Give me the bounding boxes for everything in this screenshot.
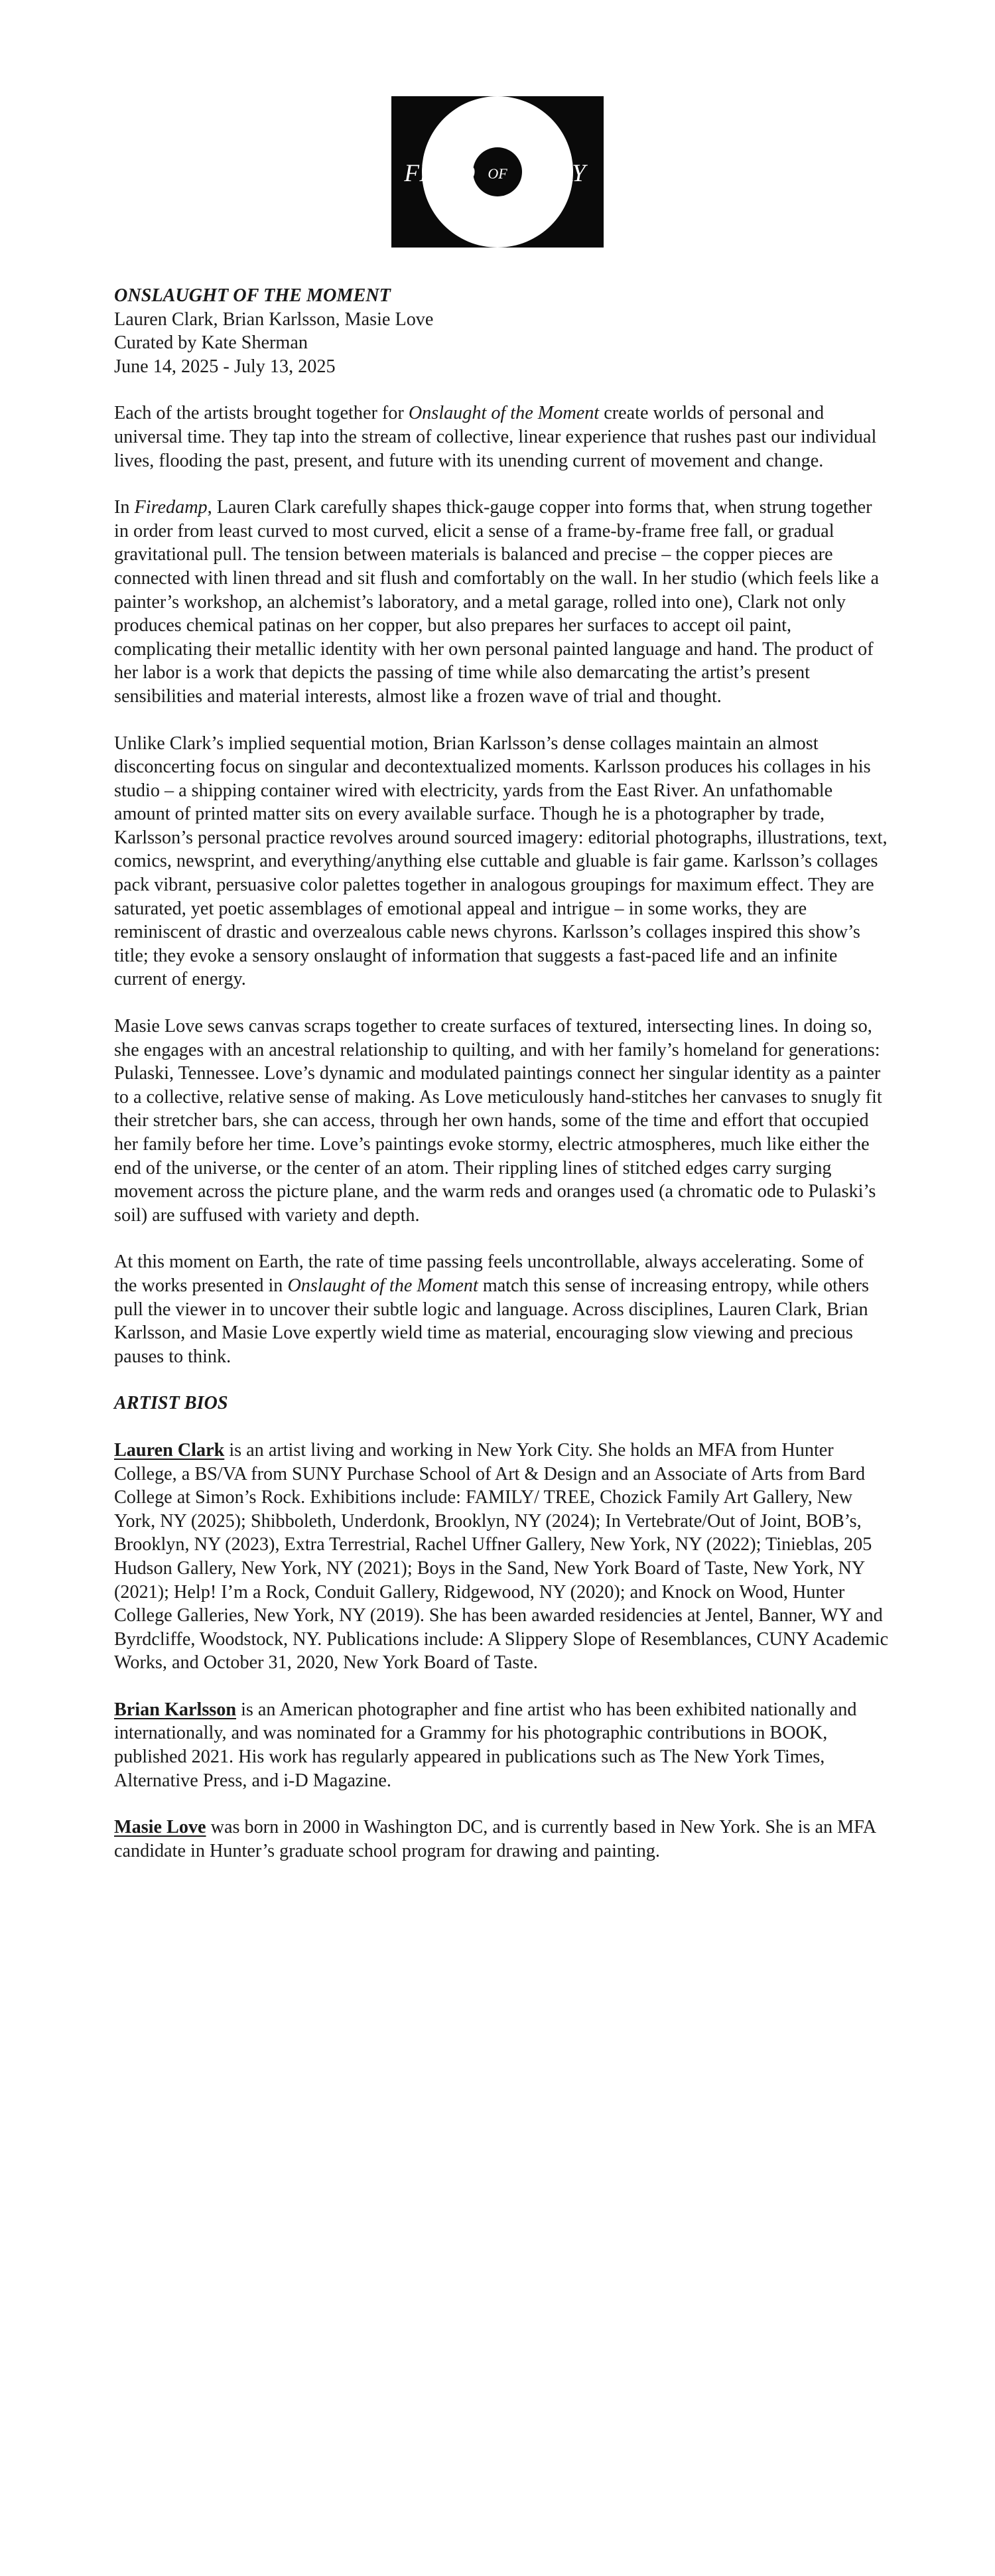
exhibition-artists: Lauren Clark, Brian Karlsson, Masie Love — [114, 309, 434, 330]
logo-word-field: FIELD — [404, 160, 476, 187]
bio-link-brian-karlsson[interactable]: Brian Karlsson — [114, 1699, 237, 1720]
field-of-play-logo — [391, 96, 604, 248]
bio-link-lauren-clark[interactable]: Lauren Clark — [114, 1439, 225, 1461]
bio-brian-karlsson: Brian Karlsson is an American photographer and fine artist who has been exhibited nationally and internationally, and was nominated for a Grammy for his photographic contributions in BOOK, published 2021. His work has regularly appeared in publications such as The New York Times, Alternative Press, and i-D Magazine. — [114, 1699, 857, 1791]
exhibition-dates: June 14, 2025 - July 13, 2025 — [114, 356, 336, 377]
bio-link-masie-love[interactable]: Masie Love — [114, 1817, 206, 1838]
bio-lauren-clark: Lauren Clark is an artist living and working in New York City. She holds an MFA from Hunter College, a BS/VA from SUNY Purchase School of Art & Design and an Associate of Arts from Bard College at Simon’s Rock. Exhibitions include: FAMILY/ TREE, Chozick Family Art Gallery, New York, NY (2025); Shibboleth, Underdonk, Brooklyn, NY (2024); In Vertebrate/Out of Joint, BOB’s, Brooklyn, NY (2023), Extra Terrestrial, Rachel Uffner Gallery, New York, NY (2022); Tinieblas, 205 Hudson Gallery, New York, NY (2021); Boys in the Sand, New York Board of Taste, New York, NY (2021); Help! I’m a Rock, Conduit Gallery, Ridgewood, NY (2020); and Knock on Wood, Hunter College Galleries, New York, NY (2019). She has been awarded residencies at Jentel, Banner, WY and Byrdcliffe, Woodstock, NY. Publications include: A Slippery Slope of Resemblances, CUNY Academic Works, and October 31, 2020, New York Board of Taste. — [114, 1439, 889, 1674]
show-title-italic: Onslaught of the Moment — [287, 1275, 478, 1296]
exhibition-header — [114, 284, 890, 378]
exhibition-title: ONSLAUGHT OF THE MOMENT — [114, 285, 391, 306]
press-release-body — [114, 284, 890, 1886]
bio-masie-love: Masie Love was born in 2000 in Washington DC, and is currently based in New York. She is an MFA candidate in Hunter’s graduate school program for drawing and painting. — [114, 1817, 876, 1861]
logo-word-play: PLAY — [528, 160, 586, 187]
exhibition-curator: Curated by Kate Sherman — [114, 332, 308, 354]
essay-paragraph-5: At this moment on Earth, the rate of time passing feels uncontrollable, always accelerating. Some of the works presented in Onslaught of the Moment match this sense of increasing entropy, while others pull the viewer in to uncover their subtle logic and language. Across disciplines, Lauren Clark, Brian Karlsson, and Masie Love expertly wield time as material, encouraging slow viewing and precious pauses to think. — [114, 1252, 869, 1367]
artist-bios-heading: ARTIST BIOS — [114, 1393, 228, 1414]
logo-graphic — [391, 96, 604, 248]
artwork-title-italic: Firedamp — [134, 497, 208, 518]
essay-paragraph-4: Masie Love sews canvas scraps together to create surfaces of textured, intersecting lines. In doing so, she engages with an ancestral relationship to quilting, and with her family’s homeland for generations: Pulaski, Tennessee. Love’s dynamic and modulated paintings connect her singular identity as a painter to a collective, relative sense of making. As Love meticulously hand-stitches her canvases to snugly fit their stretcher bars, she can access, through her own hands, some of the time and effort that occupied her family before her time. Love’s paintings evoke stormy, electric atmospheres, much like either the end of the universe, or the center of an atom. Their rippling lines of stitched edges carry surging movement across the picture plane, and the warm reds and oranges used (a chromatic ode to Pulaski’s soil) are suffused with variety and depth. — [114, 1016, 882, 1226]
essay-paragraph-1: Each of the artists brought together for Onslaught of the Moment create worlds of personal and universal time. They tap into the stream of collective, linear experience that rushes past our individual lives, flooding the past, present, and future with its unending current of movement and change. — [114, 403, 877, 471]
essay-paragraph-3: Unlike Clark’s implied sequential motion, Brian Karlsson’s dense collages maintain an almost disconcerting focus on singular and decontextualized moments. Karlsson produces his collages in his studio – a shipping container wired with electricity, yards from the East River. An unfathomable amount of printed matter sits on every available surface. Though he is a photographer by trade, Karlsson’s personal practice revolves around sourced imagery: editorial photographs, illustrations, text, comics, newsprint, and everything/anything else cuttable and gluable is fair game. Karlsson’s collages pack vibrant, persuasive color palettes together in analogous groupings for maximum effect. They are saturated, yet poetic assemblages of emotional appeal and intrigue – in some works, they are reminiscent of drastic and overzealous cable news chyrons. Karlsson’s collages inspired this show’s title; they evoke a sensory onslaught of information that suggests a fast-paced life and an infinite current of energy. — [114, 733, 888, 990]
essay-paragraph-2: In Firedamp, Lauren Clark carefully shapes thick-gauge copper into forms that, when strung together in order from least curved to most curved, elicit a sense of a frame-by-frame free fall, or gradual gravitational pull. The tension between materials is balanced and precise – the copper pieces are connected with linen thread and sit flush and comfortably on the wall. In her studio (which feels like a painter’s workshop, an alchemist’s laboratory, and a metal garage, rolled into one), Clark not only produces chemical patinas on her copper, but also prepares her surfaces to accept oil paint, complicating their metallic identity with her own personal painted language and hand. The product of her labor is a work that depicts the passing of time while also demarcating the artist’s present sensibilities and material interests, almost like a frozen wave of trial and thought. — [114, 497, 880, 707]
show-title-italic: Onslaught of the Moment — [408, 403, 600, 424]
logo-word-of: OF — [488, 165, 507, 182]
